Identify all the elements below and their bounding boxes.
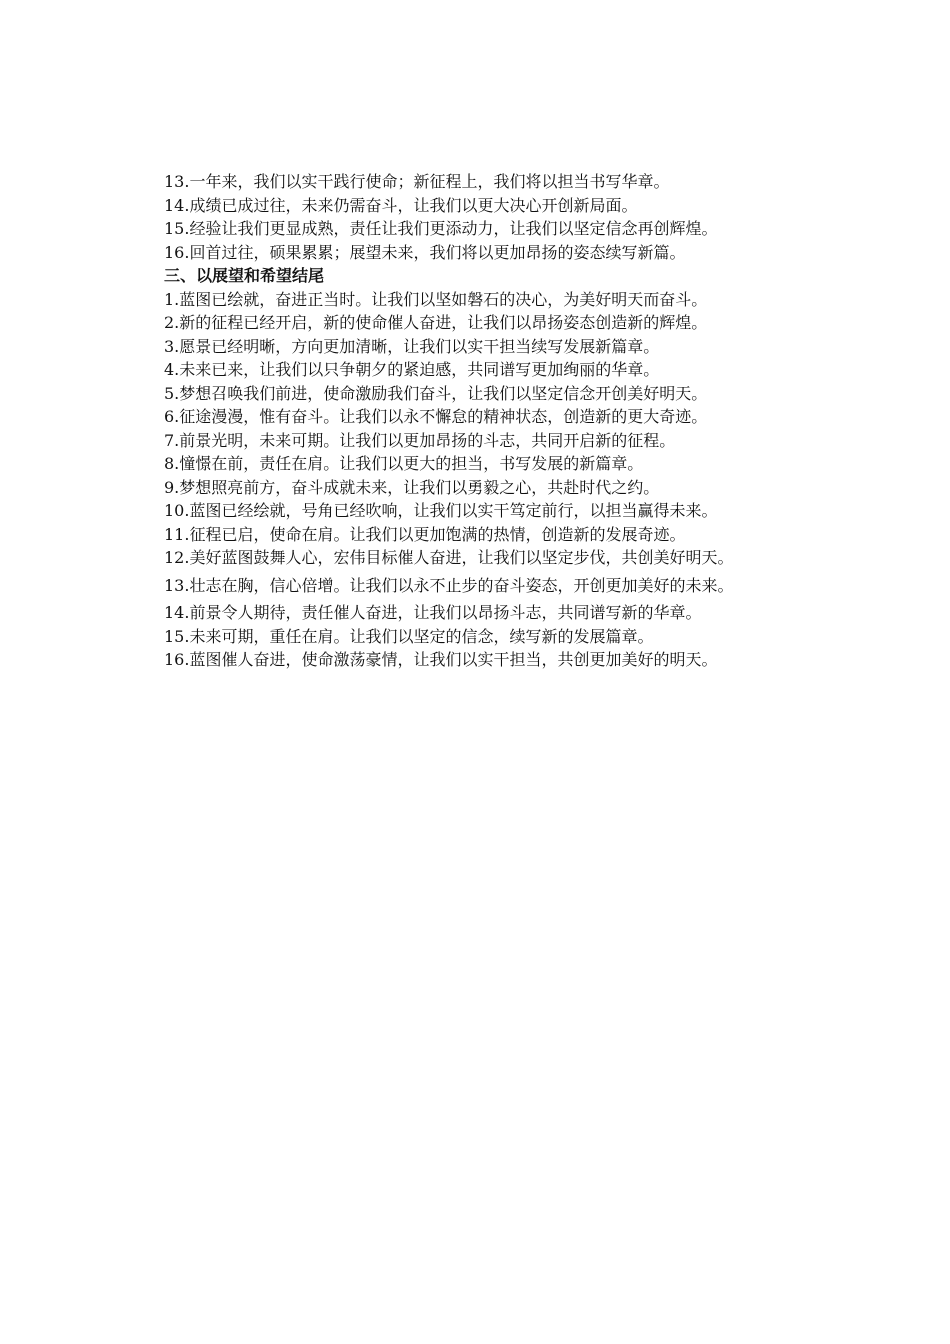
paragraph-item-15: 15.未来可期，重任在肩。让我们以坚定的信念，续写新的发展篇章。	[164, 626, 654, 646]
paragraph-item-3: 3.愿景已经明晰，方向更加清晰，让我们以实干担当续写发展新篇章。	[164, 336, 660, 356]
paragraph-prev-15: 15.经验让我们更显成熟，责任让我们更添动力，让我们以坚定信念再创辉煌。	[164, 219, 718, 238]
paragraph-item-4: 4.未来已来，让我们以只争朝夕的紧迫感，共同谱写更加绚丽的华章。	[164, 360, 660, 379]
paragraph-item-5: 5.梦想召唤我们前进，使命激励我们奋斗，让我们以坚定信念开创美好明天。	[164, 383, 708, 403]
paragraph-item-16: 16.蓝图催人奋进，使命激荡豪情，让我们以实干担当，共创更加美好的明天。	[164, 650, 718, 669]
paragraph-item-7: 7.前景光明，未来可期。让我们以更加昂扬的斗志，共同开启新的征程。	[164, 430, 676, 450]
paragraph-item-13: 13.壮志在胸，信心倍增。让我们以永不止步的奋斗姿态，开创更加美好的未来。	[164, 575, 734, 595]
document-body	[118, 170, 834, 672]
paragraph-item-8: 8.憧憬在前，责任在肩。让我们以更大的担当，书写发展的新篇章。	[164, 454, 644, 473]
section-heading: 三、以展望和希望结尾	[164, 266, 325, 285]
paragraph-item-6: 6.征途漫漫，惟有奋斗。让我们以永不懈怠的精神状态，创造新的更大奇迹。	[164, 407, 708, 426]
paragraph-item-12: 12.美好蓝图鼓舞人心，宏伟目标催人奋进，让我们以坚定步伐，共创美好明天。	[164, 548, 734, 567]
paragraph-item-1: 1.蓝图已绘就，奋进正当时。让我们以坚如磐石的决心，为美好明天而奋斗。	[164, 289, 708, 309]
paragraph-prev-13: 13.一年来，我们以实干践行使命；新征程上，我们将以担当书写华章。	[164, 172, 670, 191]
paragraph-prev-14: 14.成绩已成过往，未来仍需奋斗，让我们以更大决心开创新局面。	[164, 195, 638, 215]
paragraph-prev-16: 16.回首过往，硕果累累；展望未来，我们将以更加昂扬的姿态续写新篇。	[164, 242, 686, 262]
paragraph-item-9: 9.梦想照亮前方，奋斗成就未来，让我们以勇毅之心，共赴时代之约。	[164, 477, 660, 497]
paragraph-item-14: 14.前景令人期待，责任催人奋进，让我们以昂扬斗志，共同谱写新的华章。	[164, 603, 702, 622]
paragraph-item-2: 2.新的征程已经开启，新的使命催人奋进，让我们以昂扬姿态创造新的辉煌。	[164, 313, 708, 332]
paragraph-item-10: 10.蓝图已经绘就，号角已经吹响，让我们以实干笃定前行，以担当赢得未来。	[164, 501, 718, 520]
paragraph-item-11: 11.征程已启，使命在肩。让我们以更加饱满的热情，创造新的发展奇迹。	[164, 524, 686, 544]
